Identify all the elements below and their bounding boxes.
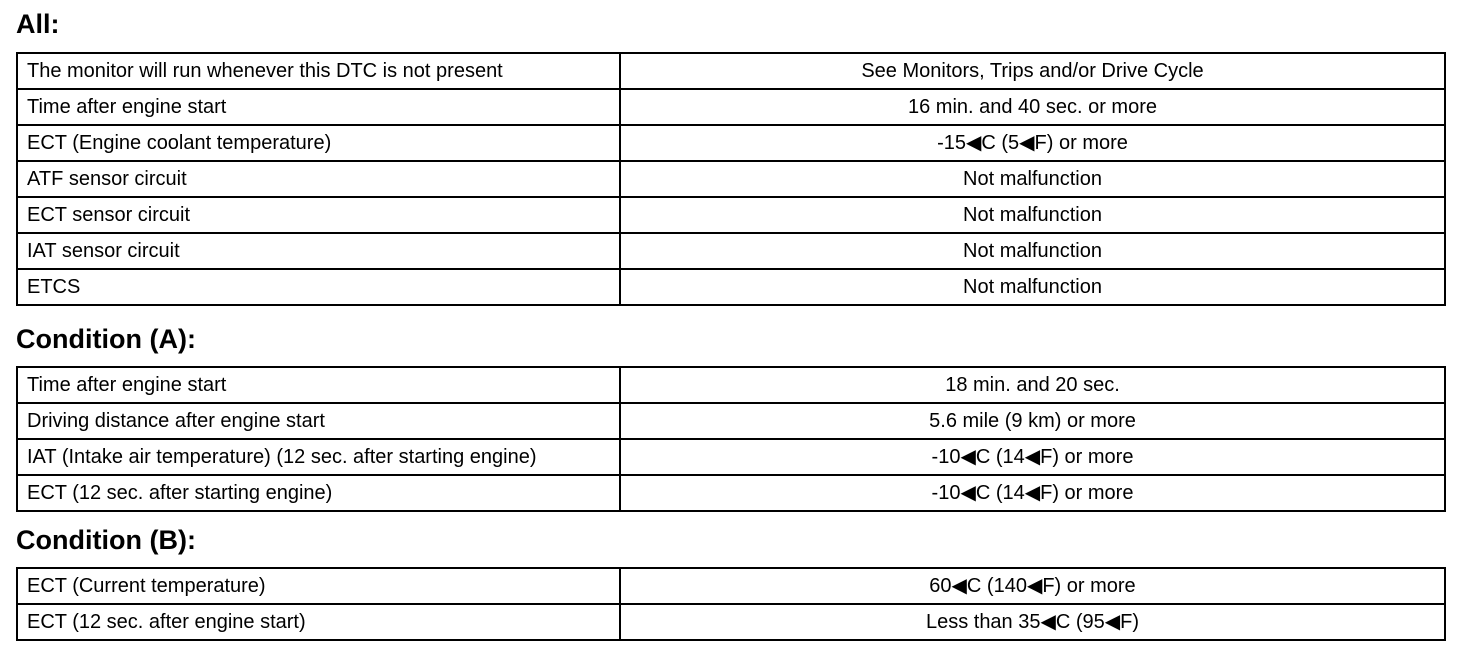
table-row	[17, 161, 1445, 197]
condition-item: IAT sensor circuit	[17, 233, 620, 269]
condition-item: ECT (Current temperature)	[17, 568, 620, 604]
table-row	[17, 367, 1445, 403]
table-row	[17, 403, 1445, 439]
condition-item: ETCS	[17, 269, 620, 305]
condition-value: Not malfunction	[620, 269, 1445, 305]
table-row	[17, 475, 1445, 511]
section-title-condition-b: Condition (B):	[16, 525, 196, 555]
table-all-conditions	[16, 52, 1446, 306]
condition-item: Time after engine start	[17, 367, 620, 403]
condition-value: Less than 35◀C (95◀F)	[620, 604, 1445, 640]
table-row	[17, 269, 1445, 305]
condition-item: ATF sensor circuit	[17, 161, 620, 197]
condition-item: The monitor will run whenever this DTC is not present	[17, 53, 620, 89]
section-title-all: All:	[16, 9, 60, 39]
condition-value: Not malfunction	[620, 197, 1445, 233]
condition-value: Not malfunction	[620, 161, 1445, 197]
table-row	[17, 53, 1445, 89]
condition-item: IAT (Intake air temperature) (12 sec. after starting engine)	[17, 439, 620, 475]
condition-value: -10◀C (14◀F) or more	[620, 439, 1445, 475]
condition-value: Not malfunction	[620, 233, 1445, 269]
table-row	[17, 604, 1445, 640]
condition-value: 18 min. and 20 sec.	[620, 367, 1445, 403]
table-condition-a	[16, 366, 1446, 512]
condition-item: ECT sensor circuit	[17, 197, 620, 233]
condition-value: 60◀C (140◀F) or more	[620, 568, 1445, 604]
table-condition-b	[16, 567, 1446, 641]
condition-item: ECT (12 sec. after engine start)	[17, 604, 620, 640]
table-row	[17, 568, 1445, 604]
condition-item: Time after engine start	[17, 89, 620, 125]
condition-value: 5.6 mile (9 km) or more	[620, 403, 1445, 439]
condition-value: 16 min. and 40 sec. or more	[620, 89, 1445, 125]
condition-value: See Monitors, Trips and/or Drive Cycle	[620, 53, 1445, 89]
condition-value: -10◀C (14◀F) or more	[620, 475, 1445, 511]
table-row	[17, 197, 1445, 233]
condition-item: Driving distance after engine start	[17, 403, 620, 439]
condition-value: -15◀C (5◀F) or more	[620, 125, 1445, 161]
condition-item: ECT (Engine coolant temperature)	[17, 125, 620, 161]
table-row	[17, 125, 1445, 161]
table-row	[17, 233, 1445, 269]
table-row	[17, 439, 1445, 475]
section-title-condition-a: Condition (A):	[16, 324, 196, 354]
condition-item: ECT (12 sec. after starting engine)	[17, 475, 620, 511]
table-row	[17, 89, 1445, 125]
